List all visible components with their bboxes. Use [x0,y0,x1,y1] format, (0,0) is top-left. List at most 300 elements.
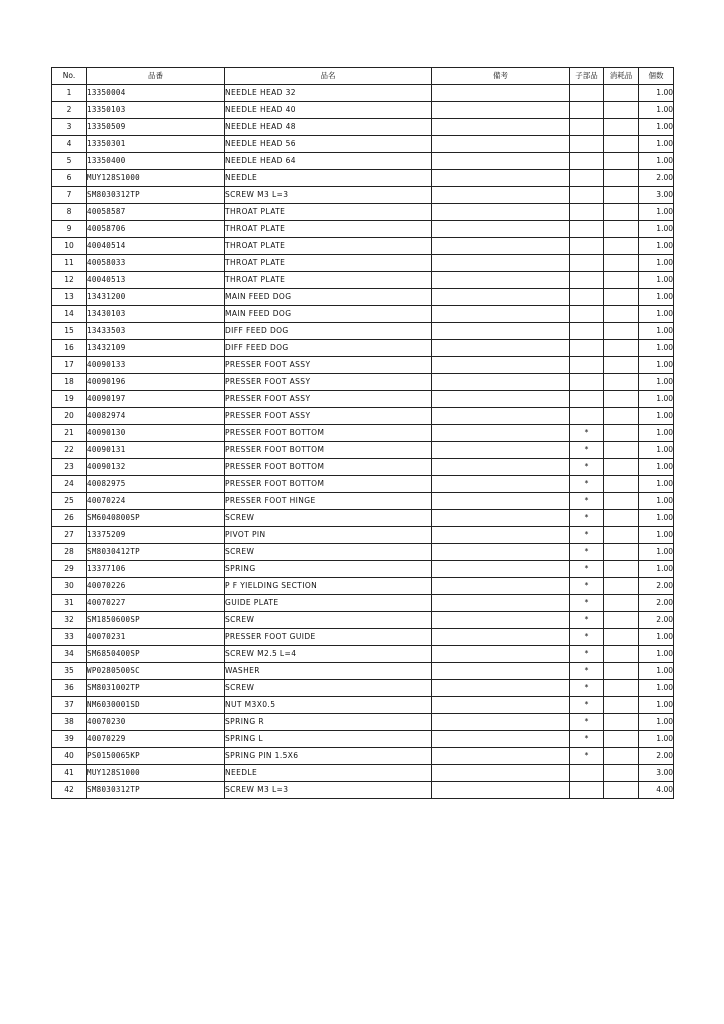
quantity: 1.00 [639,153,674,170]
quantity: 1.00 [639,425,674,442]
row-no: 32 [52,612,87,629]
quantity: 1.00 [639,714,674,731]
consumable-mark [604,272,639,289]
consumable-mark [604,493,639,510]
header-sub-part: 子部品 [570,68,604,85]
table-row [52,136,674,153]
part-name: NEEDLE HEAD 40 [225,102,432,119]
part-number: 13432109 [87,340,225,357]
remarks [432,374,570,391]
consumable-mark [604,323,639,340]
quantity: 1.00 [639,476,674,493]
sub-part-mark [570,391,604,408]
row-no: 5 [52,153,87,170]
row-no: 2 [52,102,87,119]
remarks [432,646,570,663]
part-name: PIVOT PIN [225,527,432,544]
part-name: PRESSER FOOT ASSY [225,374,432,391]
remarks [432,221,570,238]
table-row [52,493,674,510]
row-no: 3 [52,119,87,136]
table-row [52,629,674,646]
part-name: THROAT PLATE [225,238,432,255]
part-number: 40082974 [87,408,225,425]
sub-part-mark [570,782,604,799]
remarks [432,510,570,527]
sub-part-mark [570,102,604,119]
remarks [432,731,570,748]
row-no: 42 [52,782,87,799]
quantity: 1.00 [639,544,674,561]
part-name: SCREW [225,544,432,561]
table-row [52,646,674,663]
sub-part-mark: * [570,629,604,646]
part-name: PRESSER FOOT BOTTOM [225,425,432,442]
consumable-mark [604,646,639,663]
part-number: SM6040800SP [87,510,225,527]
remarks [432,425,570,442]
part-name: NEEDLE HEAD 32 [225,85,432,102]
row-no: 29 [52,561,87,578]
remarks [432,476,570,493]
sub-part-mark: * [570,663,604,680]
part-number: 40090196 [87,374,225,391]
part-number: 40090132 [87,459,225,476]
row-no: 34 [52,646,87,663]
consumable-mark [604,629,639,646]
part-number: 40070226 [87,578,225,595]
sub-part-mark [570,85,604,102]
consumable-mark [604,425,639,442]
part-name: WASHER [225,663,432,680]
part-name: SPRING [225,561,432,578]
sub-part-mark [570,357,604,374]
part-number: 13350103 [87,102,225,119]
table-row [52,255,674,272]
row-no: 36 [52,680,87,697]
part-number: 40070231 [87,629,225,646]
remarks [432,272,570,289]
part-name: SCREW [225,680,432,697]
remarks [432,527,570,544]
row-no: 30 [52,578,87,595]
part-number: 13431200 [87,289,225,306]
row-no: 17 [52,357,87,374]
part-name: PRESSER FOOT BOTTOM [225,459,432,476]
part-number: 13433503 [87,323,225,340]
consumable-mark [604,357,639,374]
table-row [52,425,674,442]
quantity: 1.00 [639,731,674,748]
sub-part-mark: * [570,493,604,510]
header-no: No. [52,68,87,85]
quantity: 4.00 [639,782,674,799]
part-number: 40090133 [87,357,225,374]
remarks [432,238,570,255]
table-row [52,357,674,374]
quantity: 3.00 [639,187,674,204]
sub-part-mark: * [570,578,604,595]
sub-part-mark: * [570,544,604,561]
header-consumable: 消耗品 [604,68,639,85]
row-no: 10 [52,238,87,255]
table-row [52,561,674,578]
sub-part-mark: * [570,476,604,493]
row-no: 28 [52,544,87,561]
part-name: PRESSER FOOT BOTTOM [225,476,432,493]
part-number: SM8030412TP [87,544,225,561]
part-name: PRESSER FOOT BOTTOM [225,442,432,459]
sub-part-mark [570,170,604,187]
row-no: 19 [52,391,87,408]
consumable-mark [604,476,639,493]
remarks [432,663,570,680]
consumable-mark [604,578,639,595]
remarks [432,102,570,119]
remarks [432,561,570,578]
table-row [52,170,674,187]
row-no: 15 [52,323,87,340]
consumable-mark [604,561,639,578]
part-name: THROAT PLATE [225,255,432,272]
consumable-mark [604,748,639,765]
consumable-mark [604,680,639,697]
table-row [52,782,674,799]
sub-part-mark: * [570,748,604,765]
header-qty: 個数 [639,68,674,85]
consumable-mark [604,221,639,238]
part-number: 40070229 [87,731,225,748]
quantity: 3.00 [639,765,674,782]
part-name: SPRING R [225,714,432,731]
header-name: 品名 [225,68,432,85]
consumable-mark [604,170,639,187]
remarks [432,119,570,136]
part-number: SM8030312TP [87,187,225,204]
consumable-mark [604,408,639,425]
quantity: 1.00 [639,391,674,408]
consumable-mark [604,255,639,272]
sub-part-mark: * [570,680,604,697]
sub-part-mark [570,136,604,153]
table-row [52,391,674,408]
sub-part-mark: * [570,561,604,578]
quantity: 1.00 [639,680,674,697]
part-name: PRESSER FOOT ASSY [225,357,432,374]
part-number: 40082975 [87,476,225,493]
part-name: PRESSER FOOT ASSY [225,408,432,425]
sub-part-mark: * [570,459,604,476]
part-number: 40058587 [87,204,225,221]
remarks [432,459,570,476]
table-row [52,765,674,782]
remarks [432,782,570,799]
consumable-mark [604,204,639,221]
sub-part-mark: * [570,527,604,544]
part-name: NEEDLE [225,170,432,187]
quantity: 2.00 [639,578,674,595]
part-number: SM1850600SP [87,612,225,629]
remarks [432,442,570,459]
part-name: MAIN FEED DOG [225,306,432,323]
row-no: 27 [52,527,87,544]
row-no: 25 [52,493,87,510]
row-no: 11 [52,255,87,272]
part-name: DIFF FEED DOG [225,323,432,340]
part-number: 40058033 [87,255,225,272]
quantity: 1.00 [639,102,674,119]
table-row [52,289,674,306]
remarks [432,544,570,561]
part-name: SCREW M3 L=3 [225,782,432,799]
remarks [432,170,570,187]
remarks [432,408,570,425]
part-name: THROAT PLATE [225,272,432,289]
part-number: 40090197 [87,391,225,408]
quantity: 1.00 [639,561,674,578]
sub-part-mark [570,374,604,391]
table-row [52,340,674,357]
quantity: 1.00 [639,697,674,714]
part-name: P F YIELDING SECTION [225,578,432,595]
table-row [52,510,674,527]
quantity: 1.00 [639,238,674,255]
table-row [52,612,674,629]
consumable-mark [604,391,639,408]
sub-part-mark [570,340,604,357]
quantity: 1.00 [639,510,674,527]
quantity: 2.00 [639,595,674,612]
header-remarks: 備考 [432,68,570,85]
remarks [432,595,570,612]
table-row [52,306,674,323]
row-no: 6 [52,170,87,187]
consumable-mark [604,765,639,782]
part-number: SM6850400SP [87,646,225,663]
table-row [52,442,674,459]
part-name: NEEDLE [225,765,432,782]
remarks [432,306,570,323]
row-no: 4 [52,136,87,153]
quantity: 1.00 [639,629,674,646]
quantity: 1.00 [639,442,674,459]
consumable-mark [604,85,639,102]
consumable-mark [604,136,639,153]
table-row [52,476,674,493]
consumable-mark [604,612,639,629]
quantity: 2.00 [639,748,674,765]
part-number: 13350509 [87,119,225,136]
part-number: PS0150065KP [87,748,225,765]
quantity: 1.00 [639,272,674,289]
consumable-mark [604,782,639,799]
remarks [432,255,570,272]
remarks [432,357,570,374]
consumable-mark [604,595,639,612]
part-number: 40040513 [87,272,225,289]
part-name: DIFF FEED DOG [225,340,432,357]
row-no: 41 [52,765,87,782]
quantity: 1.00 [639,119,674,136]
remarks [432,85,570,102]
table-row [52,459,674,476]
remarks [432,697,570,714]
row-no: 16 [52,340,87,357]
quantity: 1.00 [639,493,674,510]
table-row [52,153,674,170]
consumable-mark [604,731,639,748]
table-row [52,119,674,136]
row-no: 22 [52,442,87,459]
part-number: 13350004 [87,85,225,102]
part-name: NUT M3X0.5 [225,697,432,714]
quantity: 1.00 [639,204,674,221]
part-name: PRESSER FOOT GUIDE [225,629,432,646]
consumable-mark [604,340,639,357]
row-no: 20 [52,408,87,425]
quantity: 1.00 [639,255,674,272]
table-row [52,102,674,119]
part-name: SPRING PIN 1.5X6 [225,748,432,765]
table-row [52,272,674,289]
part-name: PRESSER FOOT ASSY [225,391,432,408]
part-number: SM8030312TP [87,782,225,799]
quantity: 1.00 [639,289,674,306]
row-no: 24 [52,476,87,493]
part-number: SM8031002TP [87,680,225,697]
sub-part-mark: * [570,510,604,527]
row-no: 14 [52,306,87,323]
table-row [52,527,674,544]
sub-part-mark [570,204,604,221]
row-no: 8 [52,204,87,221]
part-name: NEEDLE HEAD 64 [225,153,432,170]
consumable-mark [604,442,639,459]
part-number: 40090130 [87,425,225,442]
row-no: 21 [52,425,87,442]
remarks [432,153,570,170]
quantity: 2.00 [639,612,674,629]
consumable-mark [604,459,639,476]
table-row [52,374,674,391]
part-number: MUY128S1000 [87,170,225,187]
remarks [432,391,570,408]
part-name: SPRING L [225,731,432,748]
table-row [52,680,674,697]
remarks [432,340,570,357]
consumable-mark [604,663,639,680]
quantity: 1.00 [639,221,674,238]
row-no: 31 [52,595,87,612]
row-no: 40 [52,748,87,765]
sub-part-mark: * [570,697,604,714]
header-part-no: 品番 [87,68,225,85]
part-name: THROAT PLATE [225,221,432,238]
part-number: 13377106 [87,561,225,578]
consumable-mark [604,697,639,714]
parts-list-table [51,67,674,799]
sub-part-mark: * [570,714,604,731]
consumable-mark [604,102,639,119]
table-row [52,714,674,731]
sub-part-mark: * [570,425,604,442]
part-number: 13350301 [87,136,225,153]
part-name: PRESSER FOOT HINGE [225,493,432,510]
remarks [432,714,570,731]
part-number: 40090131 [87,442,225,459]
remarks [432,289,570,306]
consumable-mark [604,306,639,323]
sub-part-mark [570,408,604,425]
part-name: SCREW M2.5 L=4 [225,646,432,663]
table-row [52,697,674,714]
quantity: 1.00 [639,357,674,374]
table-row [52,323,674,340]
consumable-mark [604,119,639,136]
consumable-mark [604,714,639,731]
remarks [432,765,570,782]
remarks [432,578,570,595]
row-no: 1 [52,85,87,102]
consumable-mark [604,187,639,204]
part-name: MAIN FEED DOG [225,289,432,306]
table-row [52,204,674,221]
consumable-mark [604,289,639,306]
remarks [432,612,570,629]
sub-part-mark [570,306,604,323]
table-row [52,663,674,680]
remarks [432,136,570,153]
sub-part-mark: * [570,595,604,612]
part-name: SCREW [225,612,432,629]
quantity: 1.00 [639,136,674,153]
remarks [432,629,570,646]
sub-part-mark [570,323,604,340]
quantity: 2.00 [639,170,674,187]
consumable-mark [604,544,639,561]
table-row [52,221,674,238]
consumable-mark [604,374,639,391]
sub-part-mark [570,289,604,306]
table-row [52,544,674,561]
remarks [432,493,570,510]
remarks [432,187,570,204]
quantity: 1.00 [639,527,674,544]
part-number: WP0280500SC [87,663,225,680]
part-number: 40040514 [87,238,225,255]
sub-part-mark [570,119,604,136]
sub-part-mark [570,187,604,204]
row-no: 9 [52,221,87,238]
part-name: THROAT PLATE [225,204,432,221]
part-number: MUY128S1000 [87,765,225,782]
table-row [52,238,674,255]
row-no: 23 [52,459,87,476]
remarks [432,323,570,340]
consumable-mark [604,238,639,255]
quantity: 1.00 [639,646,674,663]
sub-part-mark [570,255,604,272]
sub-part-mark [570,272,604,289]
quantity: 1.00 [639,306,674,323]
sub-part-mark [570,153,604,170]
sub-part-mark [570,221,604,238]
part-name: GUIDE PLATE [225,595,432,612]
sub-part-mark: * [570,646,604,663]
quantity: 1.00 [639,663,674,680]
remarks [432,204,570,221]
part-name: SCREW [225,510,432,527]
